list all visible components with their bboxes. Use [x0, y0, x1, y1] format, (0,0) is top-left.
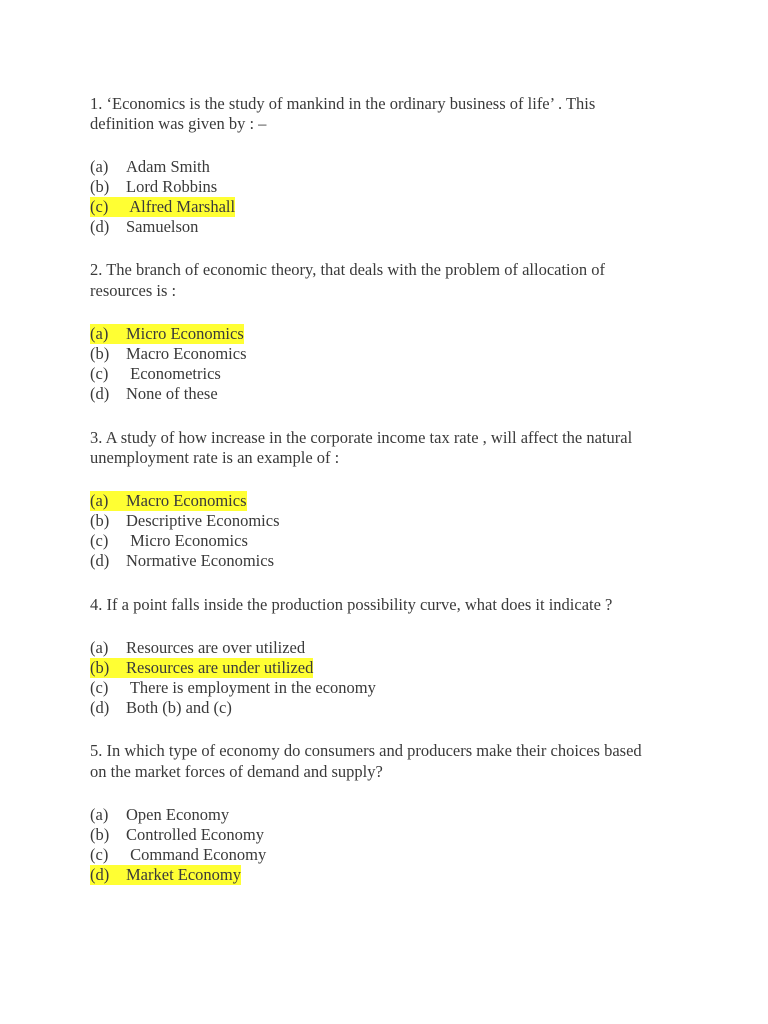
question-3-option-d: (d) Normative Economics [90, 551, 275, 570]
question-2-line-1: 2. The branch of economic theory, that deals with the problem of allocation of [90, 260, 606, 279]
question-3-option-c: (c) Micro Economics [90, 531, 248, 550]
question-2-option-b: (b) Macro Economics [90, 344, 247, 363]
question-2-option-c: (c) Econometrics [90, 364, 221, 383]
question-3-option-b: (b) Descriptive Economics [90, 511, 280, 530]
highlighted-answer: (d) Market Economy [90, 865, 242, 884]
highlighted-answer: (b) Resources are under utilized [90, 658, 314, 677]
question-5-option-a: (a) Open Economy [90, 805, 230, 824]
question-3-line-1: 3. A study of how increase in the corporate income tax rate , will affect the natural [90, 428, 633, 447]
highlighted-answer: (a) Micro Economics [90, 324, 244, 343]
question-2-option-d: (d) None of these [90, 384, 218, 403]
question-3-line-2: unemployment rate is an example of : [90, 448, 340, 467]
question-1-option-c [90, 197, 235, 217]
highlighted-answer: (a) Macro Economics [90, 491, 247, 510]
question-1-line-1: 1. ‘Economics is the study of mankind in the ordinary business of life’ . This [90, 94, 596, 113]
question-1-line-2: definition was given by : – [90, 114, 267, 133]
question-4-option-c: (c) There is employment in the economy [90, 678, 376, 697]
question-3-option-a [90, 491, 247, 511]
question-1-option-d: (d) Samuelson [90, 217, 199, 236]
question-5-option-d [90, 865, 241, 885]
question-4-option-b [90, 658, 313, 678]
question-1-option-a: (a) Adam Smith [90, 157, 210, 176]
question-5-line-2: on the market forces of demand and supply? [90, 762, 383, 781]
question-4-line-1: 4. If a point falls inside the production possibility curve, what does it indicate ? [90, 595, 613, 614]
highlighted-answer: (c) Alfred Marshall [90, 197, 236, 216]
question-4-option-a: (a) Resources are over utilized [90, 638, 306, 657]
question-5-option-c: (c) Command Economy [90, 845, 267, 864]
question-2-line-2: resources is : [90, 281, 177, 300]
question-5-option-b: (b) Controlled Economy [90, 825, 264, 844]
question-5-line-1: 5. In which type of economy do consumers and producers make their choices based [90, 741, 642, 760]
question-4-option-d: (d) Both (b) and (c) [90, 698, 232, 717]
question-1-option-b: (b) Lord Robbins [90, 177, 218, 196]
question-2-option-a [90, 324, 244, 344]
